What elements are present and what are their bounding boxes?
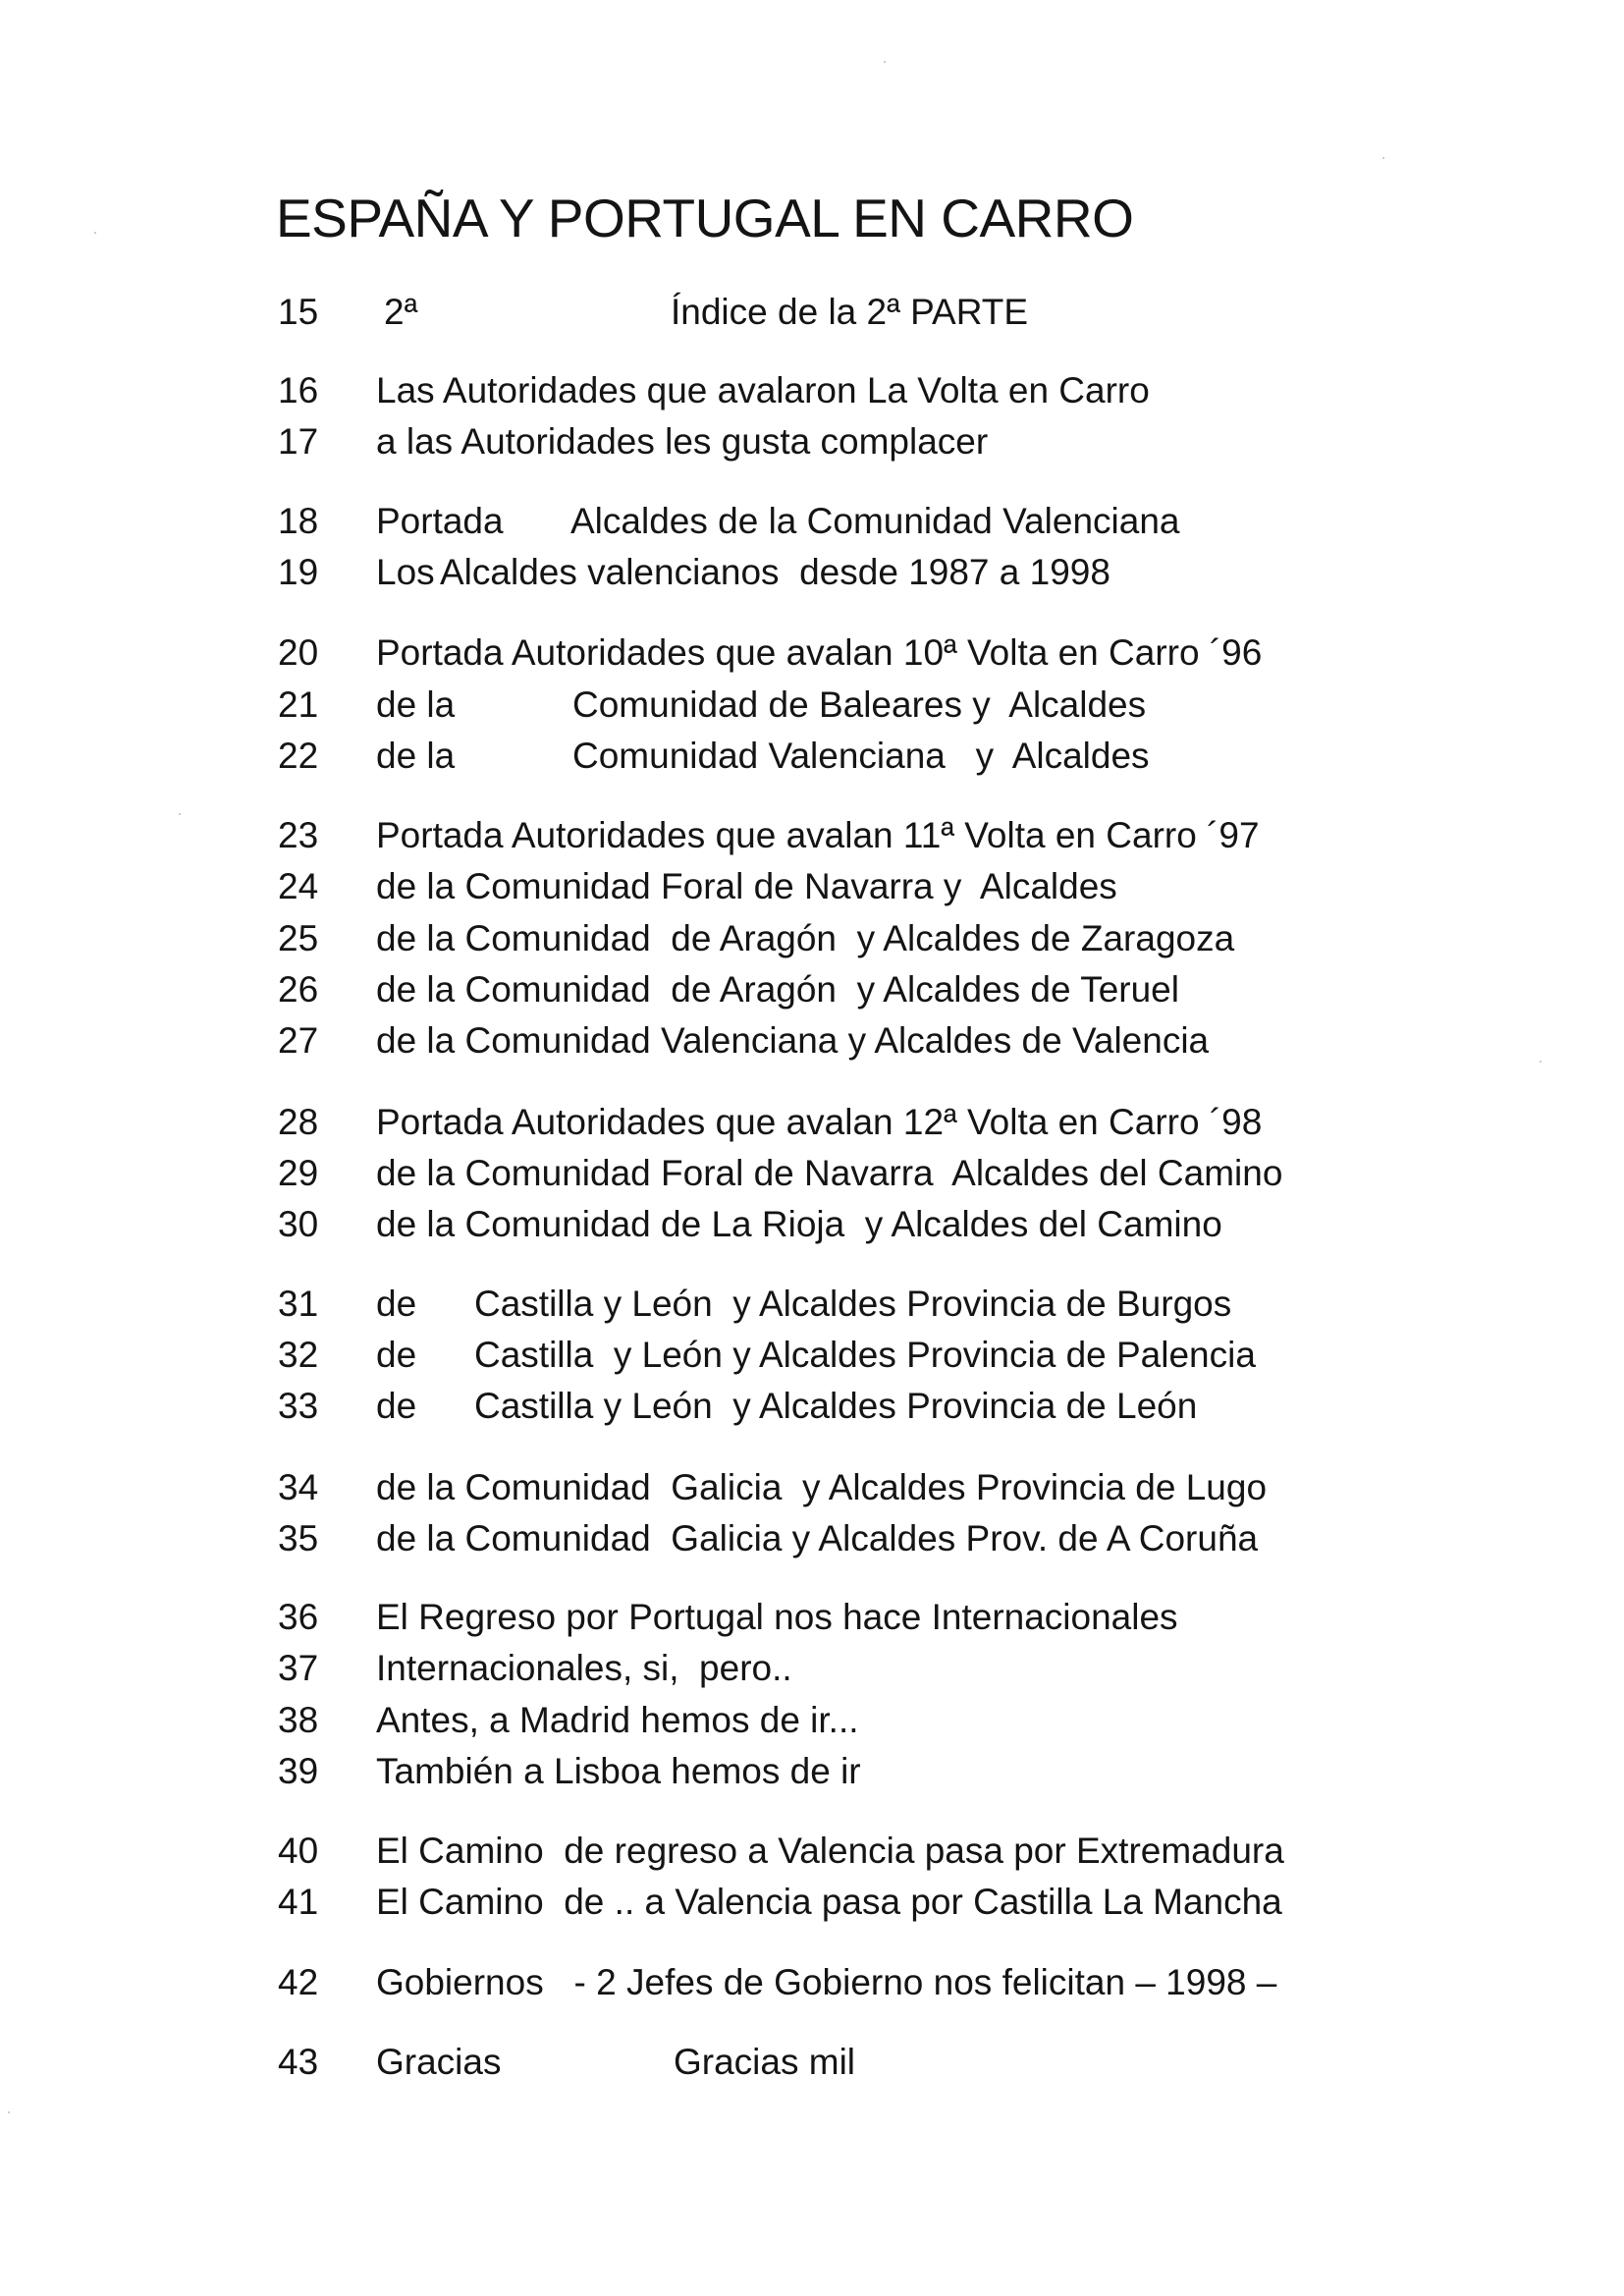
entry-text: Gracias: [376, 2042, 502, 2082]
entry-page-number: 39: [278, 1751, 319, 1791]
entry-text: Antes, a Madrid hemos de ir...: [376, 1700, 859, 1740]
entry-text: Los: [376, 552, 435, 592]
entry-page-number: 42: [278, 1962, 319, 2002]
entry-page-number: 20: [278, 632, 319, 673]
entry-text: Portada Autoridades que avalan 10ª Volta en Carro ´96: [376, 632, 1263, 673]
entry-page-number: 25: [278, 918, 319, 958]
entry-page-number: 34: [278, 1467, 319, 1507]
entry-text-secondary: Alcaldes de la Comunidad Valenciana: [570, 501, 1180, 541]
scan-speck: [1382, 157, 1384, 159]
entry-text: También a Lisboa hemos de ir: [376, 1751, 861, 1791]
entry-text: Internacionales, si, pero..: [376, 1648, 792, 1688]
entry-page-number: 22: [278, 736, 319, 776]
entry-text-secondary: Alcaldes valencianos desde 1987 a 1998: [440, 552, 1110, 592]
entry-page-number: 41: [278, 1882, 319, 1922]
entry-page-number: 15: [278, 292, 319, 332]
entry-text: Portada: [376, 501, 504, 541]
entry-text: de la Comunidad de La Rioja y Alcaldes del Camino: [376, 1204, 1222, 1244]
entry-text: El Camino de .. a Valencia pasa por Castilla La Mancha: [376, 1882, 1282, 1922]
entry-text-secondary: Castilla y León y Alcaldes Provincia de León: [474, 1386, 1198, 1426]
entry-page-number: 26: [278, 969, 319, 1010]
entry-text: de: [376, 1284, 417, 1324]
entry-page-number: 36: [278, 1597, 319, 1637]
entry-page-number: 19: [278, 552, 319, 592]
entry-text-secondary: Castilla y León y Alcaldes Provincia de Palencia: [474, 1335, 1256, 1375]
entry-page-number: 17: [278, 421, 319, 462]
entry-page-number: 33: [278, 1386, 319, 1426]
entry-page-number: 38: [278, 1700, 319, 1740]
entry-text: de la Comunidad Foral de Navarra Alcaldes del Camino: [376, 1153, 1283, 1193]
entry-page-number: 30: [278, 1204, 319, 1244]
scan-speck: [884, 61, 886, 63]
entry-text: El Regreso por Portugal nos hace Internacionales: [376, 1597, 1178, 1637]
entry-text-secondary: Comunidad de Baleares y Alcaldes: [572, 684, 1147, 725]
scan-speck: [8, 2111, 10, 2113]
entry-page-number: 43: [278, 2042, 319, 2082]
entry-text: Portada Autoridades que avalan 12ª Volta en Carro ´98: [376, 1102, 1263, 1142]
entry-text: de la Comunidad Galicia y Alcaldes Prov. de A Coruña: [376, 1518, 1259, 1558]
entry-text-secondary: Gracias mil: [674, 2042, 856, 2082]
entry-text: de la Comunidad de Aragón y Alcaldes de Zaragoza: [376, 918, 1235, 958]
entry-text-secondary: Índice de la 2ª PARTE: [671, 292, 1029, 332]
entry-page-number: 35: [278, 1518, 319, 1558]
entry-text-secondary: Castilla y León y Alcaldes Provincia de Burgos: [474, 1284, 1232, 1324]
scan-speck: [94, 232, 96, 234]
scan-speck: [179, 813, 181, 815]
scan-speck: [1540, 1061, 1542, 1063]
document-title: ESPAÑA Y PORTUGAL EN CARRO: [276, 188, 1134, 248]
entry-text: de la Comunidad de Aragón y Alcaldes de Teruel: [376, 969, 1179, 1010]
entry-text: de: [376, 1335, 417, 1375]
entry-page-number: 23: [278, 815, 319, 855]
entry-page-number: 28: [278, 1102, 319, 1142]
entry-text: de la: [376, 684, 456, 725]
entry-text: de la: [376, 736, 456, 776]
entry-text: El Camino de regreso a Valencia pasa por Extremadura: [376, 1831, 1284, 1871]
entry-page-number: 29: [278, 1153, 319, 1193]
entry-page-number: 40: [278, 1831, 319, 1871]
entry-page-number: 16: [278, 370, 319, 410]
entry-text: Las Autoridades que avalaron La Volta en Carro: [376, 370, 1150, 410]
entry-text: Gobiernos - 2 Jefes de Gobierno nos felicitan – 1998 –: [376, 1962, 1277, 2002]
entry-text: a las Autoridades les gusta complacer: [376, 421, 989, 462]
entry-page-number: 27: [278, 1020, 319, 1061]
entry-page-number: 21: [278, 684, 319, 725]
entry-page-number: 32: [278, 1335, 319, 1375]
entry-text: Portada Autoridades que avalan 11ª Volta en Carro ´97: [376, 815, 1260, 855]
entry-page-number: 37: [278, 1648, 319, 1688]
entry-page-number: 31: [278, 1284, 319, 1324]
entry-page-number: 24: [278, 866, 319, 906]
entry-text: de la Comunidad Galicia y Alcaldes Provincia de Lugo: [376, 1467, 1268, 1507]
entry-text-secondary: Comunidad Valenciana y Alcaldes: [572, 736, 1150, 776]
entry-text: de la Comunidad Foral de Navarra y Alcaldes: [376, 866, 1117, 906]
entry-text: de la Comunidad Valenciana y Alcaldes de Valencia: [376, 1020, 1210, 1061]
entry-text: 2ª: [384, 292, 418, 332]
entry-text: de: [376, 1386, 417, 1426]
entry-page-number: 18: [278, 501, 319, 541]
